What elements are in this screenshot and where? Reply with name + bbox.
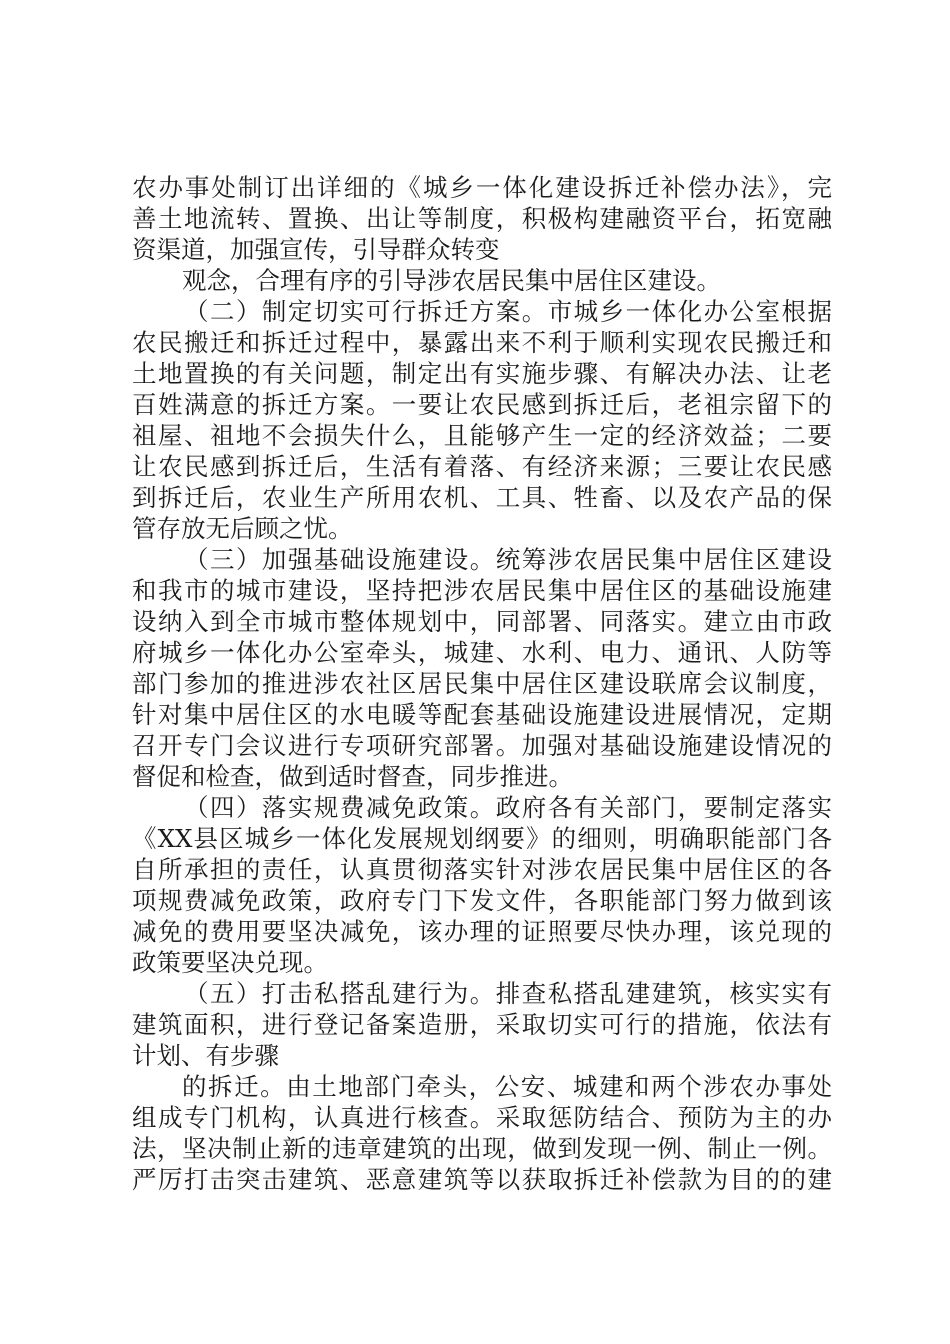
text-line: 观念，合理有序的引导涉农居民集中居住区建设。 bbox=[182, 266, 721, 295]
text-line: 农办事处制订出详细的《城乡一体化建设拆迁补偿办法》，完 bbox=[132, 173, 832, 202]
text-line: 府城乡一体化办公室牵头，城建、水利、电力、通讯、人防等 bbox=[132, 638, 832, 667]
text-line: 农民搬迁和拆迁过程中，暴露出来不利于顺利实现农民搬迁和 bbox=[132, 328, 832, 357]
text-line: 让农民感到拆迁后，生活有着落、有经济来源；三要让农民感 bbox=[132, 452, 832, 481]
paragraph-section-2 bbox=[132, 296, 832, 544]
text-line: 严厉打击突击建筑、恶意建筑等以获取拆迁补偿款为目的的建 bbox=[132, 1165, 832, 1194]
text-line: 计划、有步骤 bbox=[132, 1041, 279, 1070]
paragraph-section-5 bbox=[132, 978, 832, 1071]
text-line: 和我市的城市建设，坚持把涉农居民集中居住区的基础设施建 bbox=[132, 576, 832, 605]
text-line: 针对集中居住区的水电暖等配套基础设施建设进展情况，定期 bbox=[132, 700, 832, 729]
text-line: （二）制定切实可行拆迁方案。市城乡一体化办公室根据 bbox=[184, 297, 832, 326]
text-line: 法，坚决制止新的违章建筑的出现，做到发现一例、制止一例。 bbox=[132, 1134, 832, 1163]
paragraph-fragment bbox=[132, 265, 832, 296]
text-line: 组成专门机构，认真进行核查。采取惩防结合、预防为主的办 bbox=[132, 1103, 832, 1132]
text-line: 项规费减免政策，政府专门下发文件，各职能部门努力做到该 bbox=[132, 886, 832, 915]
text-line: 《XX县区城乡一体化发展规划纲要》的细则，明确职能部门各 bbox=[132, 824, 832, 853]
text-line: 建筑面积，进行登记备案造册，采取切实可行的措施，依法有 bbox=[132, 1010, 832, 1039]
document-body bbox=[132, 172, 832, 1195]
paragraph-continuation bbox=[132, 172, 832, 265]
text-line: 管存放无后顾之忧。 bbox=[132, 514, 353, 543]
text-line: （四）落实规费减免政策。政府各有关部门，要制定落实 bbox=[184, 793, 832, 822]
paragraph-section-3 bbox=[132, 544, 832, 792]
text-line: 自所承担的责任，认真贯彻落实针对涉农居民集中居住区的各 bbox=[132, 855, 832, 884]
text-line: 祖屋、祖地不会损失什么，且能够产生一定的经济效益；二要 bbox=[132, 421, 832, 450]
text-line: 的拆迁。由土地部门牵头，公安、城建和两个涉农办事处 bbox=[182, 1072, 832, 1101]
text-line: 召开专门会议进行专项研究部署。加强对基础设施建设情况的 bbox=[132, 731, 832, 760]
text-line: 资渠道，加强宣传，引导群众转变 bbox=[132, 235, 500, 264]
text-line: 减免的费用要坚决减免，该办理的证照要尽快办理，该兑现的 bbox=[132, 917, 832, 946]
text-line: 善土地流转、置换、出让等制度，积极构建融资平台，拓宽融 bbox=[132, 204, 832, 233]
text-line: 设纳入到全市城市整体规划中，同部署、同落实。建立由市政 bbox=[132, 607, 832, 636]
paragraph-section-4 bbox=[132, 792, 832, 978]
text-line: 部门参加的推进涉农社区居民集中居住区建设联席会议制度， bbox=[132, 669, 832, 698]
text-line: 土地置换的有关问题，制定出有实施步骤、有解决办法、让老 bbox=[132, 359, 832, 388]
text-line: 百姓满意的拆迁方案。一要让农民感到拆迁后，老祖宗留下的 bbox=[132, 390, 832, 419]
paragraph-fragment bbox=[132, 1071, 832, 1195]
text-line: 到拆迁后，农业生产所用农机、工具、牲畜、以及农产品的保 bbox=[132, 483, 832, 512]
text-line: （五）打击私搭乱建行为。排查私搭乱建建筑，核实实有 bbox=[184, 979, 832, 1008]
text-line: 政策要坚决兑现。 bbox=[132, 948, 328, 977]
text-line: 督促和检查，做到适时督查，同步推进。 bbox=[132, 762, 573, 791]
text-line: （三）加强基础设施建设。统筹涉农居民集中居住区建设 bbox=[184, 545, 832, 574]
